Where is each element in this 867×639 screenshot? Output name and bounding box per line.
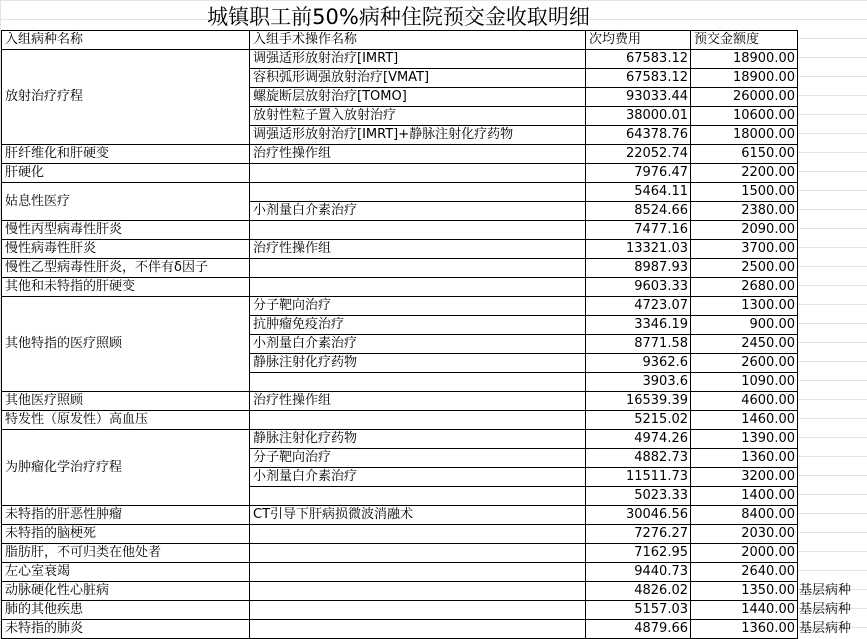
table-row [2,601,798,620]
row-note[interactable]: 基层病种 [799,583,852,598]
table-row [2,145,798,164]
disease-cell[interactable]: 慢性乙型病毒性肝炎，不伴有δ因子 [2,259,250,278]
deposit-cell[interactable]: 2640.00 [691,563,798,582]
surgery-cell[interactable]: 小剂量白介素治疗 [250,335,586,354]
surgery-cell[interactable]: 小剂量白介素治疗 [250,202,586,221]
surgery-cell[interactable]: CT引导下肝病损微波消融术 [250,506,586,525]
avg-cost-cell[interactable]: 67583.12 [586,69,691,88]
deposit-cell[interactable]: 18900.00 [691,69,798,88]
table-row [2,582,798,601]
deposit-cell[interactable]: 1360.00 [691,620,798,639]
table-row [2,240,798,259]
avg-cost-cell[interactable]: 4723.07 [586,297,691,316]
avg-cost-cell[interactable]: 4826.02 [586,582,691,601]
deposit-cell[interactable]: 1390.00 [691,430,798,449]
header-surgery[interactable]: 入组手术操作名称 [250,31,586,50]
disease-cell[interactable]: 动脉硬化性心脏病 [2,582,250,601]
deposit-cell[interactable]: 1440.00 [691,601,798,620]
avg-cost-cell[interactable]: 3346.19 [586,316,691,335]
table-row [2,563,798,582]
surgery-cell[interactable] [250,411,586,430]
avg-cost-cell[interactable]: 22052.74 [586,145,691,164]
deposit-cell[interactable]: 3200.00 [691,468,798,487]
sheet-title: 城镇职工前50%病种住院预交金收取明细 [207,5,590,29]
surgery-cell[interactable] [250,582,586,601]
avg-cost-cell[interactable]: 5157.03 [586,601,691,620]
disease-cell[interactable]: 放射治疗疗程 [2,50,250,145]
disease-cell[interactable]: 慢性病毒性肝炎 [2,240,250,259]
deposit-cell[interactable]: 2030.00 [691,525,798,544]
table-row [2,411,798,430]
table-row [2,544,798,563]
surgery-cell[interactable]: 治疗性操作组 [250,392,586,411]
avg-cost-cell[interactable]: 5023.33 [586,487,691,506]
surgery-cell[interactable]: 静脉注射化疗药物 [250,430,586,449]
disease-cell[interactable]: 其他和未特指的肝硬变 [2,278,250,297]
disease-cell[interactable]: 特发性（原发性）高血压 [2,411,250,430]
avg-cost-cell[interactable]: 30046.56 [586,506,691,525]
avg-cost-cell[interactable]: 93033.44 [586,88,691,107]
deposit-cell[interactable]: 26000.00 [691,88,798,107]
table-row [2,392,798,411]
table-row [2,620,798,639]
table-row [2,183,798,202]
surgery-cell[interactable] [250,164,586,183]
avg-cost-cell[interactable]: 7477.16 [586,221,691,240]
disease-cell[interactable]: 未特指的肝恶性肿瘤 [2,506,250,525]
surgery-cell[interactable]: 调强适形放射治疗[IMRT]+静脉注射化疗药物 [250,126,586,145]
header-row [2,31,798,50]
deposit-cell[interactable]: 900.00 [691,316,798,335]
deposit-cell[interactable]: 1300.00 [691,297,798,316]
header-deposit[interactable]: 预交金额度 [691,31,798,50]
disease-cell[interactable]: 肺的其他疾患 [2,601,250,620]
avg-cost-cell[interactable]: 4879.66 [586,620,691,639]
deposit-cell[interactable]: 2450.00 [691,335,798,354]
avg-cost-cell[interactable]: 67583.12 [586,50,691,69]
deposit-cell[interactable]: 2000.00 [691,544,798,563]
surgery-cell[interactable] [250,373,586,392]
surgery-cell[interactable]: 分子靶向治疗 [250,449,586,468]
surgery-cell[interactable]: 螺旋断层放射治疗[TOMO] [250,88,586,107]
surgery-cell[interactable] [250,544,586,563]
row-note[interactable]: 基层病种 [799,602,852,617]
avg-cost-cell[interactable]: 9440.73 [586,563,691,582]
table-row [2,506,798,525]
avg-cost-cell[interactable]: 5215.02 [586,411,691,430]
avg-cost-cell[interactable]: 4974.26 [586,430,691,449]
disease-cell[interactable]: 未特指的肺炎 [2,620,250,639]
surgery-cell[interactable]: 分子靶向治疗 [250,297,586,316]
avg-cost-cell[interactable]: 8771.58 [586,335,691,354]
deposit-cell[interactable]: 1460.00 [691,411,798,430]
table-row [2,430,798,449]
surgery-cell[interactable] [250,487,586,506]
disease-cell[interactable]: 肝纤维化和肝硬变 [2,145,250,164]
avg-cost-cell[interactable]: 9603.33 [586,278,691,297]
table-row [2,278,798,297]
deposit-cell[interactable]: 1500.00 [691,183,798,202]
disease-cell[interactable]: 姑息性医疗 [2,183,250,221]
deposit-cell[interactable]: 1090.00 [691,373,798,392]
deposit-cell[interactable]: 8400.00 [691,506,798,525]
surgery-cell[interactable] [250,620,586,639]
row-note[interactable]: 基层病种 [799,621,852,636]
avg-cost-cell[interactable]: 7162.95 [586,544,691,563]
disease-cell[interactable]: 慢性丙型病毒性肝炎 [2,221,250,240]
deposit-cell[interactable]: 1400.00 [691,487,798,506]
deposit-table [1,30,798,639]
surgery-cell[interactable]: 调强适形放射治疗[IMRT] [250,50,586,69]
avg-cost-cell[interactable]: 38000.01 [586,107,691,126]
deposit-cell[interactable]: 18900.00 [691,50,798,69]
avg-cost-cell[interactable]: 11511.73 [586,468,691,487]
surgery-cell[interactable]: 静脉注射化疗药物 [250,354,586,373]
surgery-cell[interactable] [250,278,586,297]
table-row [2,525,798,544]
avg-cost-cell[interactable]: 13321.03 [586,240,691,259]
table-row [2,297,798,316]
disease-cell[interactable]: 其他医疗照顾 [2,392,250,411]
avg-cost-cell[interactable]: 5464.11 [586,183,691,202]
surgery-cell[interactable] [250,563,586,582]
deposit-cell[interactable]: 10600.00 [691,107,798,126]
disease-cell[interactable]: 左心室衰竭 [2,563,250,582]
surgery-cell[interactable]: 小剂量白介素治疗 [250,468,586,487]
avg-cost-cell[interactable]: 4882.73 [586,449,691,468]
avg-cost-cell[interactable]: 16539.39 [586,392,691,411]
surgery-cell[interactable] [250,601,586,620]
table-row [2,164,798,183]
surgery-cell[interactable]: 容积弧形调强放射治疗[VMAT] [250,69,586,88]
surgery-cell[interactable]: 治疗性操作组 [250,240,586,259]
surgery-cell[interactable] [250,259,586,278]
deposit-cell[interactable]: 4600.00 [691,392,798,411]
disease-cell[interactable]: 为肿瘤化学治疗疗程 [2,430,250,506]
avg-cost-cell[interactable]: 3903.6 [586,373,691,392]
header-disease[interactable]: 入组病种名称 [2,31,250,50]
header-avg-cost[interactable]: 次均费用 [586,31,691,50]
avg-cost-cell[interactable]: 7276.27 [586,525,691,544]
avg-cost-cell[interactable]: 9362.6 [586,354,691,373]
deposit-cell[interactable]: 1360.00 [691,449,798,468]
avg-cost-cell[interactable]: 8987.93 [586,259,691,278]
table-row [2,50,798,69]
avg-cost-cell[interactable]: 64378.76 [586,126,691,145]
surgery-cell[interactable]: 治疗性操作组 [250,145,586,164]
deposit-cell[interactable]: 6150.00 [691,145,798,164]
table-row [2,221,798,240]
deposit-cell[interactable]: 2090.00 [691,221,798,240]
surgery-cell[interactable]: 放射性粒子置入放射治疗 [250,107,586,126]
surgery-cell[interactable] [250,525,586,544]
disease-cell[interactable]: 脂肪肝，不可归类在他处者 [2,544,250,563]
deposit-cell[interactable]: 2200.00 [691,164,798,183]
disease-cell[interactable]: 肝硬化 [2,164,250,183]
deposit-cell[interactable]: 1350.00 [691,582,798,601]
deposit-cell[interactable]: 2380.00 [691,202,798,221]
surgery-cell[interactable] [250,183,586,202]
avg-cost-cell[interactable]: 7976.47 [586,164,691,183]
disease-cell[interactable]: 其他特指的医疗照顾 [2,297,250,392]
surgery-cell[interactable]: 抗肿瘤免疫治疗 [250,316,586,335]
deposit-cell[interactable]: 18000.00 [691,126,798,145]
surgery-cell[interactable] [250,221,586,240]
deposit-cell[interactable]: 2500.00 [691,259,798,278]
deposit-cell[interactable]: 3700.00 [691,240,798,259]
deposit-cell[interactable]: 2680.00 [691,278,798,297]
avg-cost-cell[interactable]: 8524.66 [586,202,691,221]
disease-cell[interactable]: 未特指的脑梗死 [2,525,250,544]
table-row [2,259,798,278]
deposit-cell[interactable]: 2600.00 [691,354,798,373]
table-body [2,31,798,639]
